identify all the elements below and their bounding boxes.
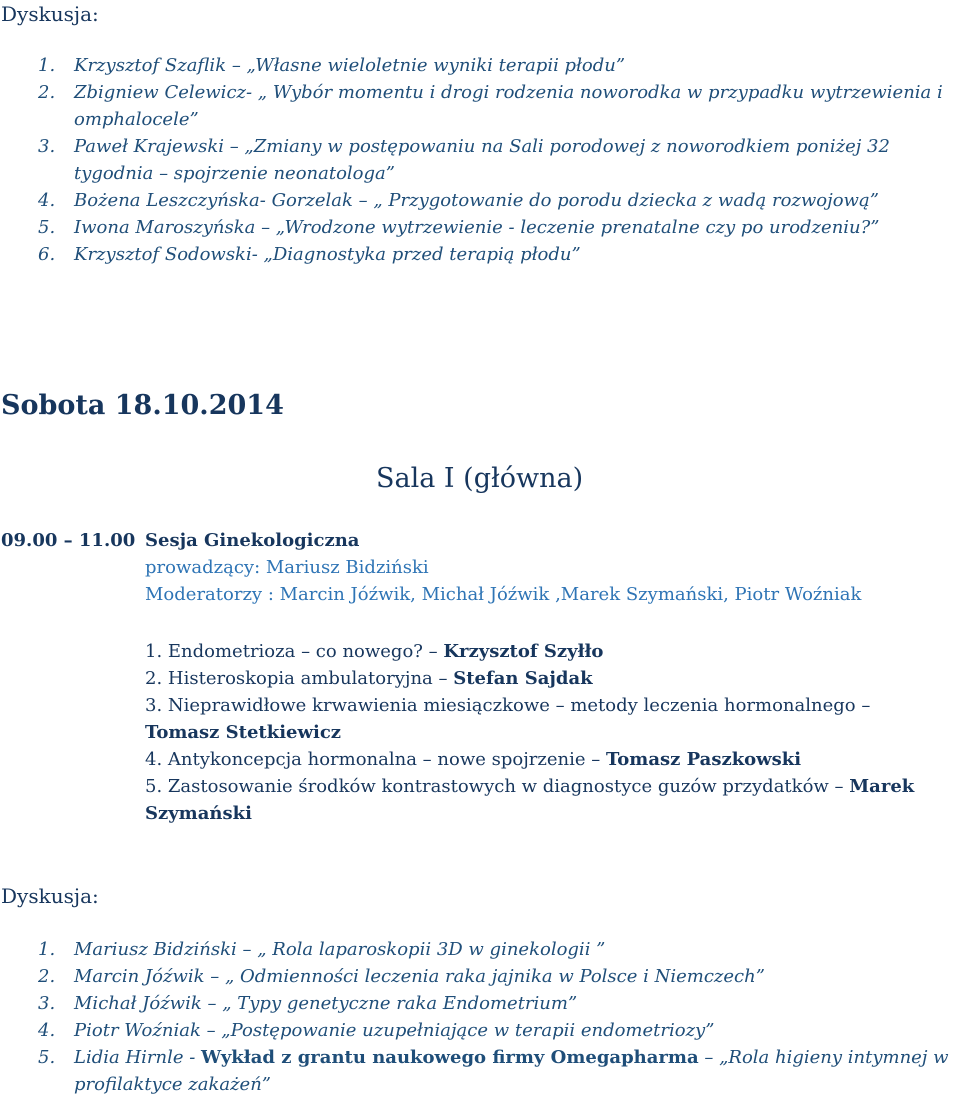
list-item: 4. Bożena Leszczyńska- Gorzelak – „ Przygotowanie do porodu dziecka z wadą rozwojową” <box>38 190 879 211</box>
list-item: 4. Antykoncepcja hormonalna – nowe spojrzenie – Tomasz Paszkowski <box>145 749 802 770</box>
list-item: 1. Krzysztof Szaflik – „Własne wieloletnie wyniki terapii płodu” <box>38 55 626 76</box>
list-item: 3. Michał Jóźwik – „ Typy genetyczne raka Endometrium” <box>38 993 578 1014</box>
discussion-heading-top: Dyskusja: <box>1 2 99 26</box>
discussion-list-top <box>0 52 955 268</box>
list-item: 2. Histeroskopia ambulatoryjna – Stefan Sajdak <box>145 668 593 689</box>
list-item: 2. Marcin Jóźwik – „ Odmienności leczenia raka jajnika w Polsce i Niemczech” <box>38 966 765 987</box>
list-item: 5. Iwona Maroszyńska – „Wrodzone wytrzewienie - leczenie prenatalne czy po urodzeniu?” <box>38 217 880 238</box>
list-item: 1. Endometrioza – co nowego? – Krzysztof Szyłło <box>145 641 604 662</box>
list-item: 1. Mariusz Bidziński – „ Rola laparoskopii 3D w ginekologii ” <box>38 939 606 960</box>
list-item: 2. Zbigniew Celewicz- „ Wybór momentu i drogi rodzenia noworodka w przypadku wytrzewienia i omphalocele” <box>38 82 943 130</box>
list-item: 3. Paweł Krajewski – „Zmiany w postępowaniu na Sali porodowej z noworodkiem poniżej 32 tygodnia – spojrzenie neonatologa” <box>38 136 890 184</box>
session-moderators: Moderatorzy : Marcin Jóźwik, Michał Jóźwik ,Marek Szymański, Piotr Woźniak <box>145 584 862 605</box>
talk-list <box>145 638 935 827</box>
list-item: 4. Piotr Woźniak – „Postępowanie uzupełniające w terapii endometriozy” <box>38 1020 715 1041</box>
session-name: Sesja Ginekologiczna <box>145 530 360 551</box>
session-time: 09.00 – 11.00 <box>1 530 136 551</box>
list-item: 5. Lidia Hirnle - Wykład z grantu naukowego firmy Omegapharma – „Rola higieny intymnej w profilaktyce zakażeń” <box>38 1047 949 1095</box>
discussion-list-bottom <box>0 936 955 1098</box>
list-item: 5. Zastosowanie środków kontrastowych w diagnostyce guzów przydatków – Marek Szymański <box>145 776 915 824</box>
session-chair: prowadzący: Mariusz Bidziński <box>145 557 429 578</box>
discussion-heading-bottom: Dyskusja: <box>1 884 99 908</box>
day-title: Sobota 18.10.2014 <box>1 390 284 421</box>
room-title: Sala I (główna) <box>376 463 584 494</box>
list-item: 3. Nieprawidłowe krwawienia miesiączkowe – metody leczenia hormonalnego – Tomasz Stetkiewicz <box>145 695 871 743</box>
list-item: 6. Krzysztof Sodowski- „Diagnostyka przed terapią płodu” <box>38 244 581 265</box>
